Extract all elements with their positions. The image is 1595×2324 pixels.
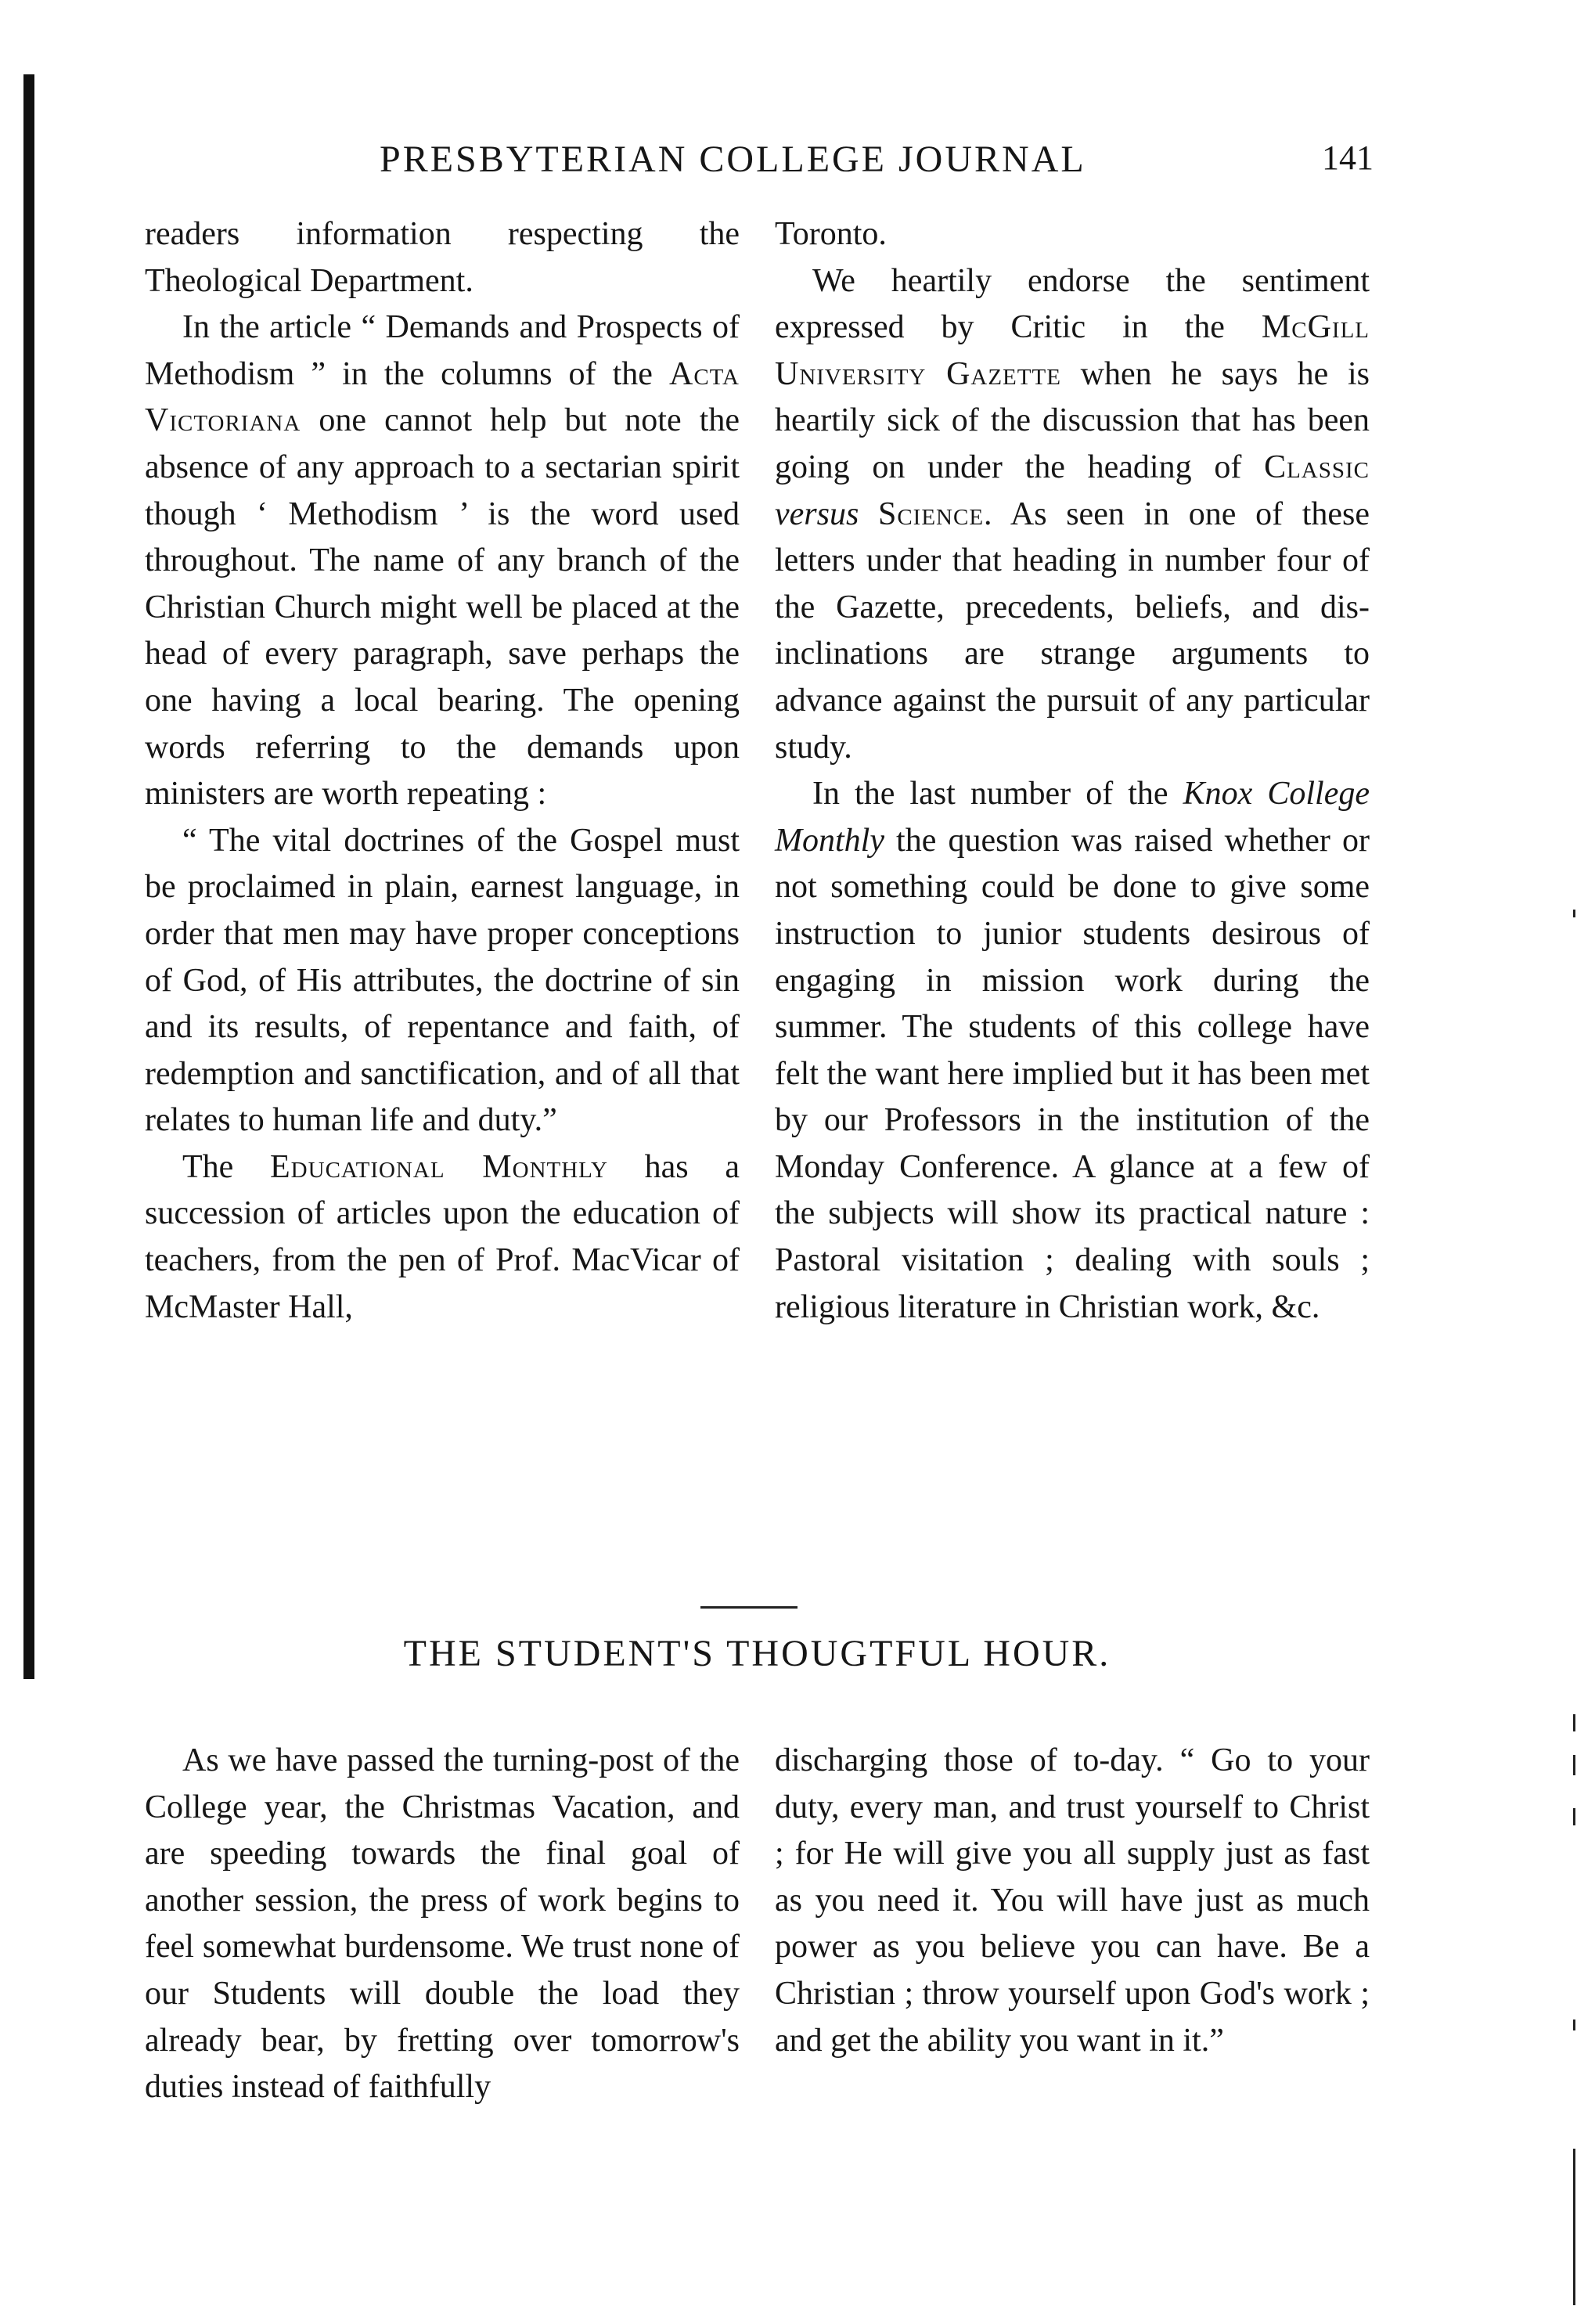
paragraph: As we have passed the turning-post of the College year, the Christmas Vacation, and are speeding towards the final goal of another session, the press of work begins to feel somewhat burdensome. We trust none of our Students will double the load they already bear, by fretting over tomorrow's duties instead of faithfully — [145, 1742, 740, 2106]
quotation: “ The vital doctrines of the Gospel must be proclaimed in plain, earnest language, in order that men may have proper conceptions of God, of His attributes, the doctrine of sin and its results, of repentance and faith, of redemption and sanctification, and of all that relates to human life and duty.” — [145, 822, 740, 1139]
classic-label: Classic — [1264, 449, 1370, 485]
scan-speck — [1573, 2020, 1575, 2030]
page-number: 141 — [1322, 139, 1374, 177]
page-header — [145, 138, 1374, 193]
scan-speck — [1573, 1714, 1575, 1731]
top-left-column — [145, 211, 740, 1331]
versus-label: versus — [775, 495, 859, 532]
scan-speck — [1573, 1755, 1575, 1775]
publication-name: McGill University Gazette — [775, 309, 1370, 392]
science-label: Science. — [877, 495, 993, 532]
publication-name: Knox College Monthly — [775, 776, 1370, 859]
publication-name: Acta Victoriana — [145, 355, 740, 439]
scan-speck — [1573, 910, 1575, 917]
publication-name: Educational Monthly — [270, 1148, 608, 1185]
scan-speck — [1573, 1808, 1575, 1825]
paragraph: We heartily endorse the sentiment expressed by Critic in the McGill University Gazette when he says he is heartily sick of the discussion that has been going on under the heading of Classic versus Science. As seen in one of these letters under that heading in number four of the Gazette, precedents, beliefs, and disinclinations are strange arguments to advance against the pursuit of any particular study. — [775, 262, 1370, 766]
section-title: THE STUDENT'S THOUGTFUL HOUR. — [403, 1633, 1111, 1674]
paragraph: discharging those of to-day. “ Go to your duty, every man, and trust yourself to Christ ; for He will give you all supply just as fast as you need it. You will have just as much power as you believe you can have. Be a Christian ; throw yourself upon God's work ; and get the ability you want in it.” — [775, 1742, 1370, 2059]
paragraph: Toronto. — [775, 216, 887, 252]
scan-edge-line — [1573, 2149, 1575, 2305]
section-right-column — [775, 1738, 1370, 2064]
scan-edge-shadow — [23, 74, 34, 1679]
paragraph: In the last number of the Knox College Monthly the question was raised whether or not something could be done to give some instruction to junior students desirous of engaging in mission work during the summer. The students of this college have felt the want here implied but it has been met by our Professors in the institution of the Monday Conference. A glance at a few of the subjects will show its practical nature : Pastoral visitation ; dealing with souls ; religious literature in Christian work, &c. — [775, 776, 1370, 1325]
paragraph: readers information respecting the Theological Department. — [145, 216, 740, 299]
running-title: PRESBYTERIAN COLLEGE JOURNAL — [380, 139, 1086, 180]
section-divider — [700, 1606, 798, 1609]
section-left-column — [145, 1738, 740, 2111]
paragraph: In the article “ Demands and Prospects of Methodism ” in the columns of the Acta Victoriana one cannot help but note the absence of any approach to a sectarian spirit though ‘ Methodism ’ is the word used throughout. The name of any branch of the Christian Church might well be placed at the head of every paragraph, save perhaps the one having a local bearing. The opening words referring to the demands upon ministers are worth repeating : — [145, 309, 740, 812]
paragraph: The Educational Monthly has a succession of articles upon the education of teachers, from the pen of Prof. MacVicar of McMaster Hall, — [145, 1148, 740, 1325]
top-right-column — [775, 211, 1370, 1331]
